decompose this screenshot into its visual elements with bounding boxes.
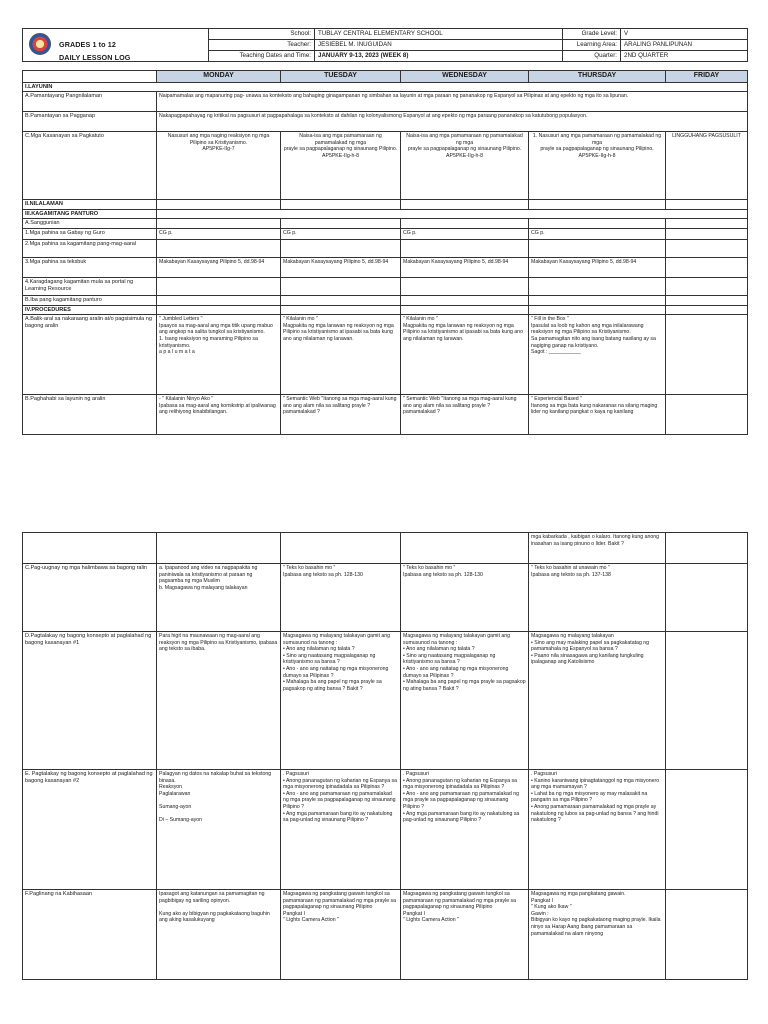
pag-uugnay-friday	[666, 564, 748, 632]
teksbuk-wednesday: Makabayan Kasaysayang Pilipino 5, dd.98-94	[401, 257, 529, 277]
gabay-monday: CG p.	[157, 228, 281, 239]
day-header-row	[23, 71, 748, 83]
pag-uugnay-tuesday: " Teks ko basahin mo " Ipabasa ang teksto sa ph. 128-130	[281, 564, 401, 632]
section-layunin	[23, 82, 748, 92]
day-friday: FRIDAY	[666, 71, 748, 83]
row-pagtalakay-1	[23, 632, 748, 770]
paglinang-friday	[666, 890, 748, 980]
day-monday: MONDAY	[157, 71, 281, 83]
teacher-label: Teacher:	[209, 40, 315, 51]
row-label: A.Pamantayang Pangnilalaman	[23, 92, 157, 112]
deped-seal-icon	[29, 33, 51, 55]
paghahabi-tuesday: " Semantic Web "Itanong sa mga mag-aaral kung ano ang alam nila sa salitang prayle ? pamamalakad ?	[281, 395, 401, 435]
day-wednesday: WEDNESDAY	[401, 71, 529, 83]
row-pagtalakay-2	[23, 770, 748, 890]
quarter-value: 2ND QUARTER	[621, 51, 748, 62]
row-label: 3.Mga pahina sa teksbuk	[23, 257, 157, 277]
school-value: TUBLAY CENTRAL ELEMENTARY SCHOOL	[315, 29, 563, 40]
row-iba-pang-kagamitan	[23, 295, 748, 305]
day-thursday: THURSDAY	[529, 71, 666, 83]
pagtalakay2-monday: Palagyan ng datos na nakalap buhat sa tekstong binasa. Reaksyon Paglalarawan Sumang-ayon Di – Sumang-ayon	[157, 770, 281, 890]
row-sanggunian	[23, 219, 748, 229]
row-kasanayan	[23, 132, 748, 200]
gabay-tuesday: CG p.	[281, 228, 401, 239]
pagtalakay1-wednesday: Magsagawa ng malayang talakayan gamit ang sumusunod na tanong : • Ano ang nilalaman ng talata ? • Sino ang naatasang magpalaganap ng kristiyanismo sa bansa ? • Ano - ano ang naitatag ng mga misyonerong dumayo sa Pilipinas ? • Mahalaga ba ang papel ng mga prayle sa pagsakop ng ating bansa ? Bakit ?	[401, 632, 529, 770]
balik-tuesday: " Kilalanin mo " Magpakita ng mga larawan ng reaksyon ng mga Pilipino sa kristiyanismo at ipasabi sa bata kung ano ang nilalaman ng larawan.	[281, 315, 401, 395]
row-continuation	[23, 533, 748, 564]
row-label: A.Sanggunian	[23, 219, 157, 229]
pagtalakay2-friday	[666, 770, 748, 890]
gabay-wednesday: CG p.	[401, 228, 529, 239]
header-table	[22, 28, 748, 62]
dates-value: JANUARY 9-13, 2023 (WEEK 8)	[315, 51, 563, 62]
learning-area-value: ARALING PANLIPUNAN	[621, 40, 748, 51]
quarter-label: Quarter:	[563, 51, 621, 62]
grade-level-value: V	[621, 29, 748, 40]
row-label: E. Pagtalakay ng bagong konsepto at paglalahad ng bagong kasanayan #2	[23, 770, 157, 890]
row-pamantayan-sa-pagganap	[23, 112, 748, 132]
day-tuesday: TUESDAY	[281, 71, 401, 83]
grades-title: GRADES 1 to 12	[59, 40, 116, 49]
balik-monday: " Jumbled Letters " Ipaayos sa mag-aaral ang mga titik upang mabuo ang angkop na salita tungkol sa kristiyanismo. 1. Isang reaksiyon ng maraming Pilipino sa kristiyanismo. a p a l u m a t a	[157, 315, 281, 395]
pag-uugnay-monday: a. Ipapanood ang video na nagpapakita ng paniniwala sa kristiyanismo at paraan ng pagsamba ng mga Muslim b. Magsagawa ng malayang talakayan	[157, 564, 281, 632]
row-teksbuk	[23, 257, 748, 277]
pamantayang-text: Naipamamalas ang mapanuring pag- unawa sa konteksto ang bahaging ginagampanan ng simbahan sa layunin at mga paraan ng pananakop ng Espanyol sa Pilipinas at ang epekto ng mga ito sa lipunan.	[157, 92, 748, 112]
section-kagamitan	[23, 209, 748, 219]
row-label: 4.Karagdagang kagamitan mula sa portal ng Learning Resource	[23, 277, 157, 295]
balik-thursday: " Fill in the Box " Ipasulat sa loob ng kahon ang mga inilalarawang reaksiyon ng mga Pilipino sa Kristiyanismo. Sa pamamagitan nito ang isang batang nasilang ay sa nagiging ganap na kristiyano. Sagot : ___________	[529, 315, 666, 395]
dates-label: Teaching Dates and Time:	[209, 51, 315, 62]
teksbuk-friday	[666, 257, 748, 277]
teksbuk-tuesday: Makabayan Kasaysayang Pilipino 5, dd.98-94	[281, 257, 401, 277]
paglinang-thursday: Magsagawa ng mga pangkatang gawain. Pangkat I " Kung ako Ikaw " Gawin : Bibigyan ko kayo ng pagkakataong maging prayle. Ikaila ninyo sa Harap Aang ibang pamamaraan sa pamamalakad na alam ninyong	[529, 890, 666, 980]
row-label: D.Pagtalakay ng bagong konsepto at paglalahad ng bagong kasanayan #1	[23, 632, 157, 770]
row-pag-uugnay	[23, 564, 748, 632]
pag-uugnay-thursday: " Teks ko basahin at unawain mo " Ipabasa ang teksto sa ph. 137-138	[529, 564, 666, 632]
row-label: C.Mga Kasanayan sa Pagkatuto	[23, 132, 157, 200]
paglinang-monday: Ipasagot ang katanungan sa pamamagitan ng pagbibigay ng sariling opinyon. Kung ako ay bibigyan ng pagkakataong baguhin ang aking kasalukuyang	[157, 890, 281, 980]
dll-title: DAILY LESSON LOG	[59, 53, 131, 62]
row-label: B.Pamantayan sa Pagganap	[23, 112, 157, 132]
gabay-thursday: CG p.	[529, 228, 666, 239]
teksbuk-thursday: Makabayan Kasaysayang Pilipino 5, dd.98-94	[529, 257, 666, 277]
header-title-cell	[23, 29, 209, 62]
paghahabi-monday: - " Kilalanin Ninyo Ako " Ipabasa sa mag-aaral ang komikstrip at ipaliwanag ang relihiyong kinabibilangan.	[157, 395, 281, 435]
row-label: A.Balik-aral sa nakaraang aralin at/o pagsisimula ng bagong aralin	[23, 315, 157, 395]
section-kagamitan-label: III.KAGAMITANG PANTURO	[23, 209, 157, 219]
row-balik-aral	[23, 315, 748, 395]
daily-lesson-log-page-2	[22, 532, 747, 980]
pagtalakay2-tuesday: . Pagsusuri • Anong pananagutan ng kaharian ng Espanya sa mga misyonerong ipinadadala sa Pilipinas ? • Ano - ano ang pamamaraan ng pamamalakad ng mga prayle sa pagpapalaganap ng sinaunang Pilipino ? • Ang mga pamamaraan bang ito ay nakatulong sa pag-unlad ng sinaunang Pilipino ?	[281, 770, 401, 890]
learning-area-label: Learning Area:	[563, 40, 621, 51]
teksbuk-monday: Makabayan Kasaysayang Pilipino 5, dd.98-94	[157, 257, 281, 277]
row-paglinang	[23, 890, 748, 980]
kasanayan-wednesday: Naisa-isa ang mga pamamaraan ng pamamalakad ng mga prayle sa pagpapalaganap ng sinaunang Pilipino. AP5PKE-IIg-h-8	[401, 132, 529, 200]
row-pamantayang-pangnilalaman	[23, 92, 748, 112]
section-nilalaman-label: II.NILALAMAN	[23, 200, 157, 210]
pagtalakay1-tuesday: Magsagawa ng malayang talakayan gamit ang sumusunod na tanong : • Ano ang nilalaman ng talata ? • Sino ang naatasang magpalaganap ng kristiyanismo sa bansa ? • Ano - ano ang naitatag ng mga misyonerong dumayo sa Pilipinas ? • Mahalaga ba ang papel ng mga prayle sa pagsakop ng ating bansa ? Bakit ?	[281, 632, 401, 770]
row-label: 1.Mga pahina sa Gabay ng Guro	[23, 228, 157, 239]
row-label: B.Paghahabi sa layunin ng aralin	[23, 395, 157, 435]
row-karagdagang-kagamitan	[23, 277, 748, 295]
lesson-table-top	[22, 70, 748, 435]
row-paghahabi	[23, 395, 748, 435]
pagtalakay2-wednesday: . Pagsusuri • Anong pananagutan ng kaharian ng Espanya sa mga misyonerong ipinadadala sa Pilipinas ? • Ano - ano ang pamamaraan ng pamamalakad ng mga prayle sa pagpapalaganap ng sinaunang Pilipino ? • Ang mga pamamaraan bang ito ay nakatulong sa pag-unlad ng sinaunang Pilipino ?	[401, 770, 529, 890]
paghahabi-thursday: " Experiencial Based " Itanong sa mga bata kung nakaranas na silang maging lider ng kanilang pangkat o kaya ng kanilang	[529, 395, 666, 435]
teacher-value: JESIEBEL M. INUGUIDAN	[315, 40, 563, 51]
kasanayan-thursday: 1. Nasusuri ang mga pamamaraan ng pamamalakad ng mga prayle sa pagpapalaganap ng sinaunang Pilipino. AP5PKE-IIg-h-8	[529, 132, 666, 200]
paghahabi-wednesday: " Semantic Web "Itanong sa mga mag-aaral kung ano ang alam nila sa salitang prayle ? pamamalakad ?	[401, 395, 529, 435]
section-procedures	[23, 305, 748, 315]
row-label: 2.Mga pahina sa kagamitang pang-mag-aaral	[23, 239, 157, 257]
school-label: School:	[209, 29, 315, 40]
day-header-blank	[23, 71, 157, 83]
daily-lesson-log-page-1	[22, 28, 747, 435]
section-layunin-label: I.LAYUNIN	[23, 82, 748, 92]
row-gabay-ng-guro	[23, 228, 748, 239]
row-label: C.Pag-uugnay ng mga halimbawa sa bagong ralin	[23, 564, 157, 632]
balik-friday	[666, 315, 748, 395]
row-label: B.Iba pang kagamitang panturo	[23, 295, 157, 305]
pag-uugnay-wednesday: " Teks ko basahin mo " Ipabasa ang teksto sa ph. 128-130	[401, 564, 529, 632]
grade-level-label: Grade Level:	[563, 29, 621, 40]
pagganap-text: Nakapagpapahayag ng kritikal na pagsusuri at pagpapahalaga sa konteksto at dahilan ng kolonyalismong Espanyol at ang epekto ng mga paraang pananakop sa katutubong populasyon.	[157, 112, 748, 132]
pagtalakay1-thursday: Magsagawa ng malayang talakayan • Sino ang may malaking papel sa pagkakatatag ng pamamahala ng Espanyol sa bansa ? • Paano nila sinasagawa ang kanilang tungkuling ipalaganap ang Katolisismo	[529, 632, 666, 770]
section-procedures-label: IV.PROCEDURES	[23, 305, 157, 315]
paglinang-tuesday: Magsagawa ng pangkatang gawain tungkol sa pamamaraan ng pamamalakad ng mga prayle sa pagpapalaganap ng sinaunang Pilipino Pangkat I " Lights Camera Action "	[281, 890, 401, 980]
kasanayan-tuesday: Naisa-isa ang mga pamamaraan ng pamamalakad ng mga prayle sa pagpapalaganap ng sinaunang Pilipino. AP5PKE-IIg-h-8	[281, 132, 401, 200]
section-nilalaman	[23, 200, 748, 210]
pagtalakay2-thursday: . Pagsusuri • Kanino karaniwang ipinagtatanggol ng mga misyonero ang mga mamamayan ? • Lahat ba ng mga misyonero ay may malasakit na pangarin sa mga Pilipino ? • Anong pamamaraan pamamalakad ng mga prayle ay nakatulong ng lubos sa pag-unlad ng bansa ? ang hindi nakatulong ?	[529, 770, 666, 890]
lesson-table-bottom	[22, 532, 748, 980]
row-label: F.Paglinang na Kabihasaan	[23, 890, 157, 980]
row-kagamitang-pang-mag-aaral	[23, 239, 748, 257]
kasanayan-monday: Nasusuri ang mga naging reaksiyon ng mga Pilipino sa Kristiyanismo. AP5PKE-IIg-7	[157, 132, 281, 200]
continuation-thursday: mga kabarkada , kaibigan o kalaro. Itanong kung anong inasahan sa isang pinuno o lider. Bakit ?	[529, 533, 666, 564]
paglinang-wednesday: Magsagawa ng pangkatang gawain tungkol sa pamamaraan ng pamamalakad ng mga prayle sa pagpapalaganap ng sinaunang Pilipino Pangkat I " Lights Camera Action "	[401, 890, 529, 980]
pagtalakay1-friday	[666, 632, 748, 770]
pagtalakay1-monday: Para higit na maunawaan ng mag-aaral ang reaksyon ng mga Pilipino sa Kristiyanismo, ipabasa ang teksto sa ibaba.	[157, 632, 281, 770]
paghahabi-friday	[666, 395, 748, 435]
gabay-friday	[666, 228, 748, 239]
kasanayan-friday: LINGGUHANG PAGSUSULIT	[666, 132, 748, 200]
balik-wednesday: " Kilalanin mo " Magpakita ng mga larawan ng reaksyon ng mga Pilipino sa kristiyanismo at ipasabi sa bata kung ano ang nilalaman ng larawan.	[401, 315, 529, 395]
